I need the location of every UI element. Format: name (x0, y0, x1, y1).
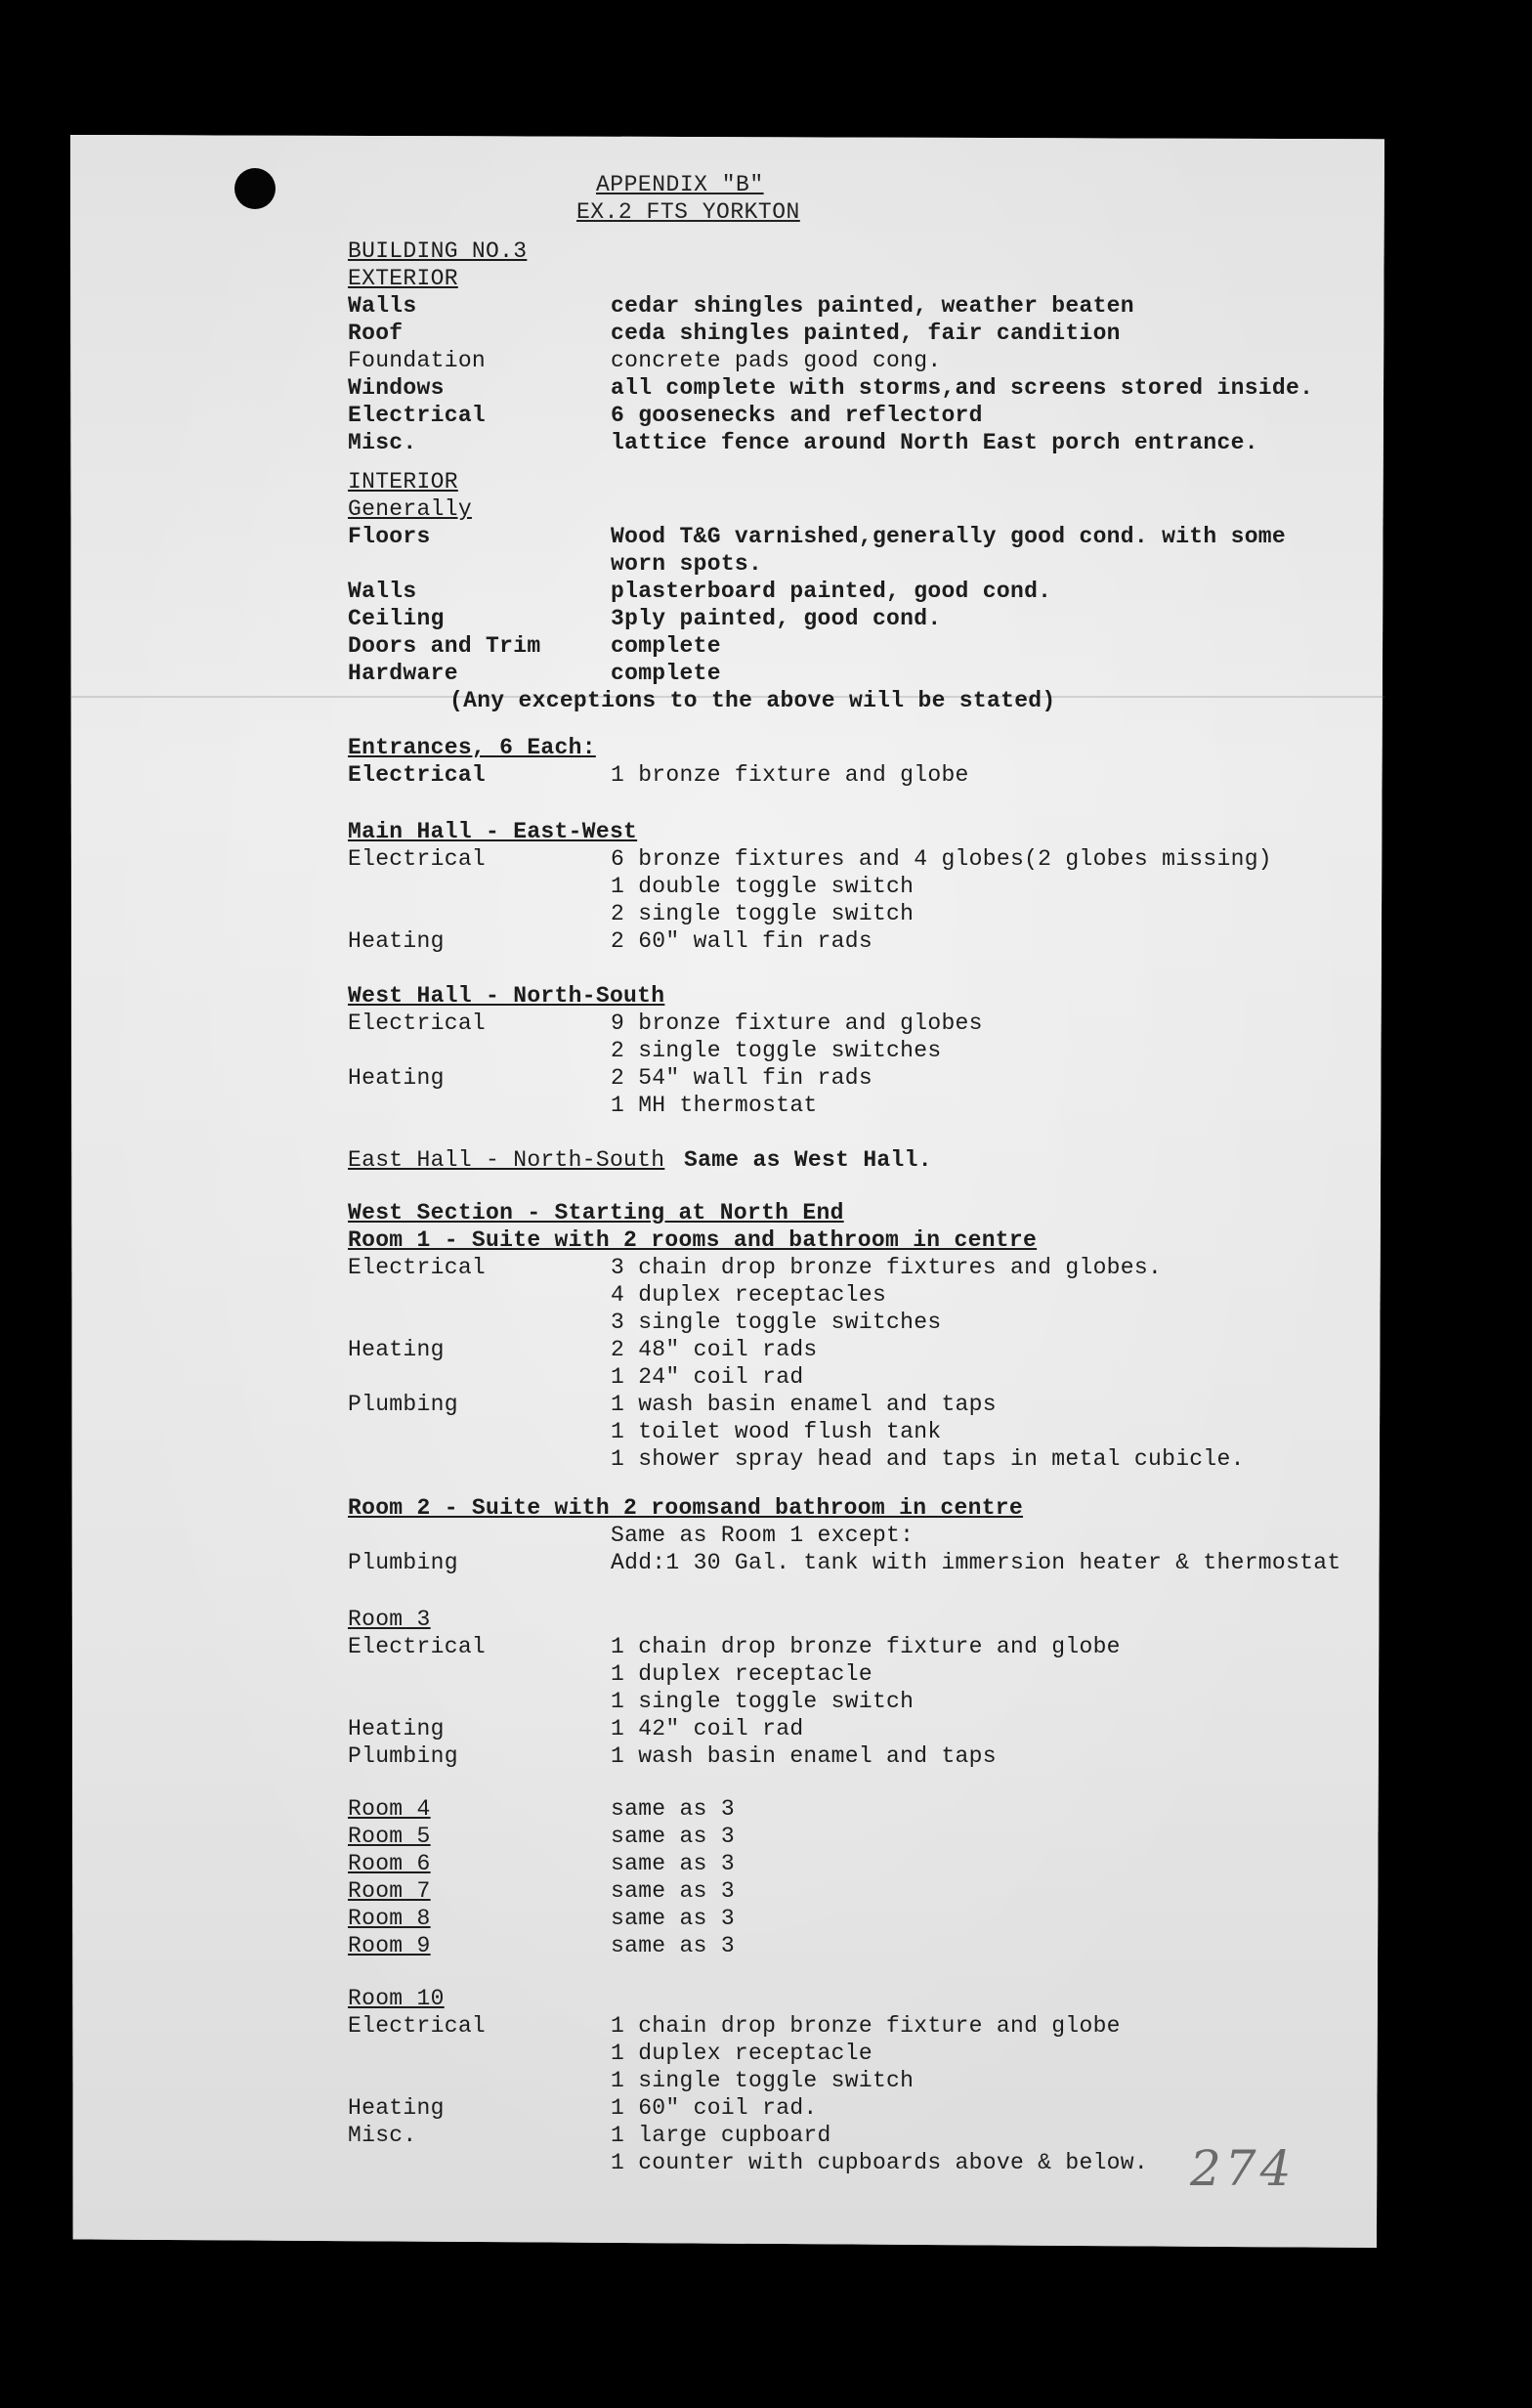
line-value: all complete with storms,and screens stored inside. (611, 375, 1314, 401)
line-value: 1 42" coil rad (611, 1716, 804, 1742)
line-value: 1 duplex receptacle (611, 2041, 872, 2066)
line-value: 4 duplex receptacles (611, 1282, 887, 1308)
line-label: Heating (348, 2095, 445, 2121)
line-value: concrete pads good cong. (611, 348, 942, 373)
line-value: 1 double toggle switch (611, 874, 915, 899)
line-value: 1 60" coil rad. (611, 2095, 818, 2121)
line-value: plasterboard painted, good cond. (611, 579, 1052, 604)
line-label: Room 8 (348, 1906, 431, 1931)
inventory-line (0, 551, 1532, 580)
line-label: East Hall - North-South (348, 1147, 665, 1173)
line-label: Entrances, 6 Each: (348, 735, 596, 760)
line-value: same as 3 (611, 1796, 735, 1822)
inventory-line (0, 1796, 1532, 1826)
line-value: complete (611, 661, 721, 686)
line-label: Room 4 (348, 1796, 431, 1822)
inventory-line (0, 2123, 1532, 2152)
inventory-line (0, 1065, 1532, 1095)
inventory-line (0, 430, 1532, 459)
line-value: lattice fence around North East porch entrance. (611, 430, 1258, 455)
line-value: same as 3 (611, 1824, 735, 1849)
line-value: same as 3 (611, 1851, 735, 1876)
line-label: West Hall - North-South (348, 983, 665, 1009)
line-label: Electrical (348, 403, 487, 428)
inventory-line (0, 1446, 1532, 1476)
inventory-line (0, 1933, 1532, 1962)
inventory-line (0, 633, 1532, 663)
line-label: Electrical (348, 2013, 487, 2039)
inventory-line (0, 874, 1532, 903)
inventory-line (0, 661, 1532, 690)
appendix-subtitle: EX.2 FTS YORKTON (576, 199, 800, 225)
inventory-line (0, 1200, 1532, 1229)
inventory-line (0, 403, 1532, 432)
line-label: Ceiling (348, 606, 445, 631)
page-number-handwritten: 274 (1190, 2140, 1296, 2197)
line-label: Floors (348, 524, 431, 549)
inventory-line (0, 606, 1532, 635)
line-label: Room 10 (348, 1986, 445, 2011)
inventory-line (0, 2013, 1532, 2042)
line-label: Walls (348, 579, 417, 604)
line-value: same as 3 (611, 1933, 735, 1958)
line-label: Electrical (348, 762, 487, 788)
inventory-line (0, 1093, 1532, 1122)
line-value: 1 single toggle switch (611, 2068, 915, 2093)
line-label: Heating (348, 1065, 445, 1091)
inventory-line (0, 735, 1532, 764)
line-value: Same as West Hall. (684, 1147, 932, 1173)
inventory-line (0, 762, 1532, 792)
line-value: 6 goosenecks and reflectord (611, 403, 983, 428)
line-value: 9 bronze fixture and globes (611, 1010, 983, 1036)
inventory-line (0, 928, 1532, 958)
building-number: BUILDING NO.3 (348, 238, 528, 264)
line-label: Room 6 (348, 1851, 431, 1876)
note-text: (Any exceptions to the above will be stated) (449, 688, 1056, 713)
line-label: Heating (348, 1337, 445, 1362)
line-label: Misc. (348, 430, 417, 455)
inventory-line (0, 1689, 1532, 1718)
inventory-line (0, 496, 1532, 526)
line-value: ceda shingles painted, fair candition (611, 321, 1121, 346)
inventory-line (0, 1038, 1532, 1067)
line-label: Room 7 (348, 1878, 431, 1904)
inventory-line (0, 1878, 1532, 1908)
inventory-line (0, 2095, 1532, 2125)
line-value: 1 chain drop bronze fixture and globe (611, 1634, 1121, 1659)
inventory-line (0, 1419, 1532, 1448)
line-label: Electrical (348, 1010, 487, 1036)
line-label: Room 5 (348, 1824, 431, 1849)
line-value: cedar shingles painted, weather beaten (611, 293, 1134, 319)
line-value: 2 48" coil rads (611, 1337, 818, 1362)
line-value: 1 wash basin enamel and taps (611, 1743, 997, 1769)
line-label: Walls (348, 293, 417, 319)
line-value: 1 toilet wood flush tank (611, 1419, 942, 1444)
line-value: 1 24" coil rad (611, 1364, 804, 1390)
inventory-line (0, 2041, 1532, 2070)
line-value: same as 3 (611, 1906, 735, 1931)
line-value: 3ply painted, good cond. (611, 606, 942, 631)
line-label: Doors and Trim (348, 633, 541, 659)
line-value: 1 duplex receptacle (611, 1661, 872, 1687)
line-value: 1 shower spray head and taps in metal cubicle. (611, 1446, 1245, 1472)
line-value: 3 chain drop bronze fixtures and globes. (611, 1255, 1163, 1280)
inventory-line (0, 688, 1532, 717)
line-value: 2 60" wall fin rads (611, 928, 872, 954)
line-label: Electrical (348, 846, 487, 872)
appendix-title: APPENDIX "B" (596, 172, 764, 197)
inventory-line (0, 1337, 1532, 1366)
line-label: Plumbing (348, 1392, 458, 1417)
line-label: Generally (348, 496, 472, 522)
line-label: Hardware (348, 661, 458, 686)
line-label: Room 9 (348, 1933, 431, 1958)
inventory-line (0, 293, 1532, 322)
inventory-line (0, 1310, 1532, 1339)
line-value: 2 single toggle switch (611, 901, 915, 926)
inventory-line (0, 375, 1532, 405)
line-value: Wood T&G varnished,generally good cond. with some (611, 524, 1287, 549)
inventory-line (0, 819, 1532, 848)
inventory-line (0, 1824, 1532, 1853)
line-value: 1 single toggle switch (611, 1689, 915, 1714)
inventory-line (0, 1282, 1532, 1312)
inventory-line (0, 1364, 1532, 1394)
building-label (0, 238, 1532, 268)
inventory-line (0, 469, 1532, 498)
inventory-line (0, 1851, 1532, 1880)
line-value: 1 chain drop bronze fixture and globe (611, 2013, 1121, 2039)
inventory-line (0, 1255, 1532, 1284)
line-label: Room 3 (348, 1607, 431, 1632)
line-value: 3 single toggle switches (611, 1310, 942, 1335)
inventory-line (0, 1634, 1532, 1663)
inventory-line (0, 2068, 1532, 2097)
line-value: 1 large cupboard (611, 2123, 831, 2148)
line-label: Heating (348, 928, 445, 954)
line-value: 1 MH thermostat (611, 1093, 818, 1118)
inventory-line (0, 579, 1532, 608)
line-label: Main Hall - East-West (348, 819, 638, 844)
line-label: Plumbing (348, 1743, 458, 1769)
inventory-line (0, 1227, 1532, 1257)
punch-hole (234, 168, 276, 209)
line-value: Same as Room 1 except: (611, 1523, 915, 1548)
line-value: 2 54" wall fin rads (611, 1065, 872, 1091)
line-label: West Section - Starting at North End (348, 1200, 844, 1226)
inventory-line (0, 1495, 1532, 1525)
inventory-line (0, 1010, 1532, 1040)
inventory-line (0, 1661, 1532, 1691)
inventory-line (0, 1743, 1532, 1773)
inventory-line (0, 983, 1532, 1012)
line-label: Room 2 - Suite with 2 roomsand bathroom in centre (348, 1495, 1024, 1521)
line-value: 1 wash basin enamel and taps (611, 1392, 997, 1417)
inventory-line (0, 321, 1532, 350)
inventory-line (0, 1906, 1532, 1935)
inventory-line (0, 2150, 1532, 2179)
inventory-line (0, 524, 1532, 553)
inventory-line (0, 846, 1532, 876)
line-value: 2 single toggle switches (611, 1038, 942, 1063)
line-value: 1 counter with cupboards above & below. (611, 2150, 1148, 2175)
inventory-line (0, 1716, 1532, 1745)
inventory-line (0, 266, 1532, 295)
inventory-line (0, 1550, 1532, 1579)
inventory-line (0, 348, 1532, 377)
inventory-line (0, 1607, 1532, 1636)
line-label: Windows (348, 375, 445, 401)
line-value: worn spots. (611, 551, 763, 577)
line-label: Foundation (348, 348, 487, 373)
line-label: Electrical (348, 1255, 487, 1280)
inventory-line (0, 1986, 1532, 2015)
line-label: Plumbing (348, 1550, 458, 1575)
inventory-line (0, 1523, 1532, 1552)
line-label: Roof (348, 321, 404, 346)
line-value: 6 bronze fixtures and 4 globes(2 globes missing) (611, 846, 1272, 872)
line-label: EXTERIOR (348, 266, 458, 291)
line-label: Room 1 - Suite with 2 rooms and bathroom in centre (348, 1227, 1038, 1253)
inventory-line (0, 1147, 1532, 1177)
line-label: Electrical (348, 1634, 487, 1659)
line-label: Heating (348, 1716, 445, 1742)
line-label: INTERIOR (348, 469, 458, 494)
inventory-line (0, 901, 1532, 930)
inventory-line (0, 1392, 1532, 1421)
line-value: Add:1 30 Gal. tank with immersion heater & thermostat (611, 1550, 1341, 1575)
line-label: Misc. (348, 2123, 417, 2148)
line-value: complete (611, 633, 721, 659)
line-value: same as 3 (611, 1878, 735, 1904)
line-value: 1 bronze fixture and globe (611, 762, 969, 788)
